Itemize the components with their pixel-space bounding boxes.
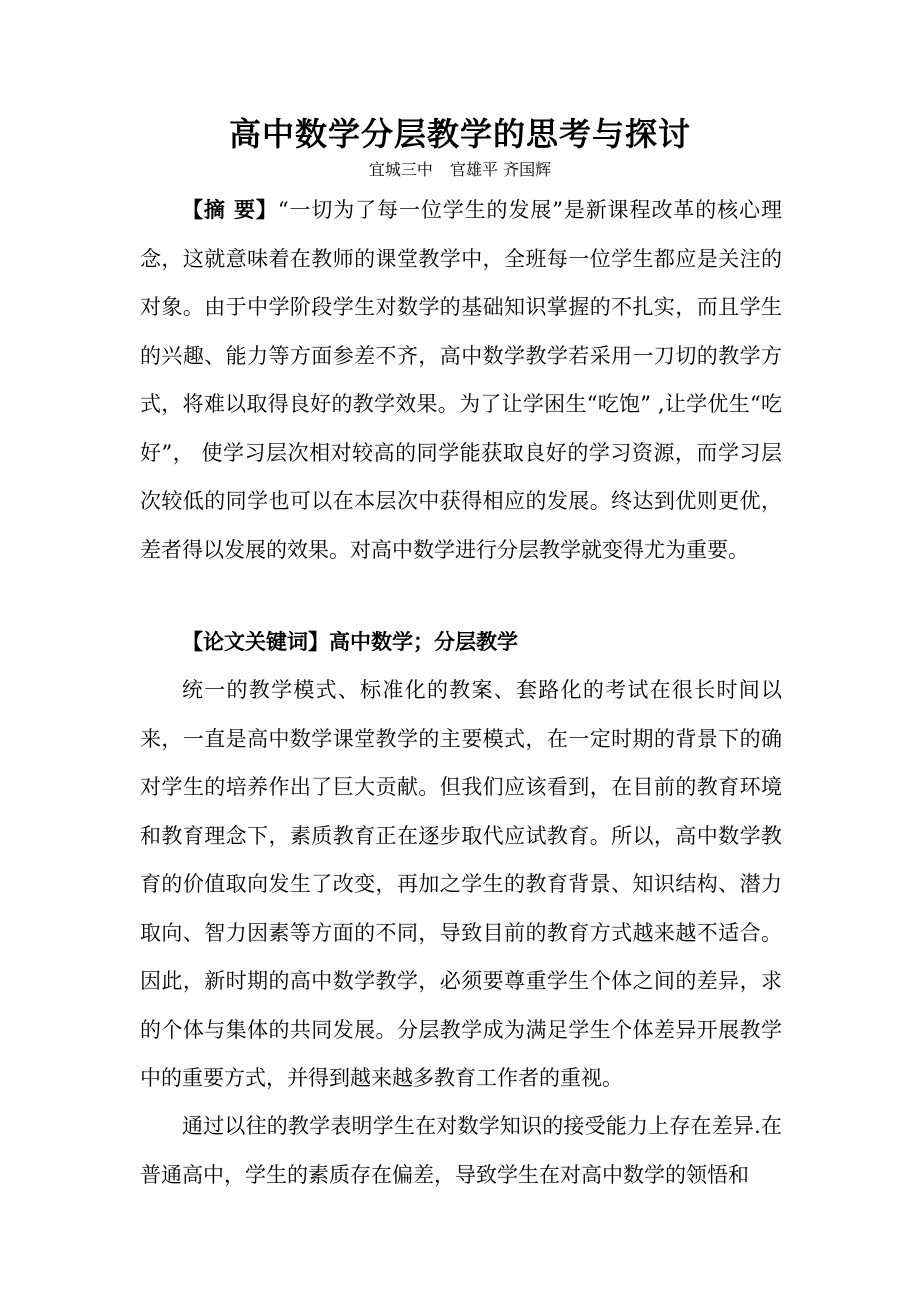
keywords-text: 高中数学；分层教学 [329, 629, 518, 654]
document-title: 高中数学分层教学的思考与探讨 [228, 115, 691, 153]
author-names: 官雄平 齐国辉 [450, 160, 552, 179]
author-school: 宜城三中 [368, 160, 433, 179]
body-paragraph: 通过以往的教学表明学生在对数学知识的接受能力上存在差异.在普通高中，学生的素质存在偏差，导致学生在对高中数学的领悟和 [140, 1114, 782, 1187]
abstract-label: 【摘 要】 [182, 197, 278, 222]
keywords-line [140, 618, 782, 666]
byline [0, 158, 920, 182]
abstract-text: “一切为了每一位学生的发展”是新课程改革的核心理念，这就意味着在教师的课堂教学中，全班每一位学生都应是关注的对象。由于中学阶段学生对数学的基础知识掌握的不扎实，而且学生的兴趣、能力等方面参差不齐，高中数学教学若采用一刀切的教学方式，将难以取得良好的教学效果。为了让学困生“吃饱” ,让学优生“吃好”， 使学习层次相对较高的同学能获取良好的学习资源，而学习层次较低的同学也可以在本层次中获得相应的发展。终达到优则更优，差者得以发展的效果。对高中数学进行分层教学就变得尤为重要。 [140, 198, 782, 562]
body-paragraph: 统一的教学模式、标准化的教案、套路化的考试在很长时间以来，一直是高中数学课堂教学的主要模式，在一定时期的背景下的确对学生的培养作出了巨大贡献。但我们应该看到，在目前的教育环境和教育理念下，素质教育正在逐步取代应试教育。所以，高中数学教育的价值取向发生了改变，再加之学生的教育背景、知识结构、潜力取向、智力因素等方面的不同，导致目前的教育方式越来越不适合。因此，新时期的高中数学教学，必须要尊重学生个体之间的差异，求的个体与集体的共同发展。分层教学成为满足学生个体差异开展教学中的重要方式，并得到越来越多教育工作者的重视。 [140, 678, 782, 1090]
keywords-label: 【论文关键词】 [182, 629, 329, 654]
abstract-paragraph [140, 186, 782, 574]
